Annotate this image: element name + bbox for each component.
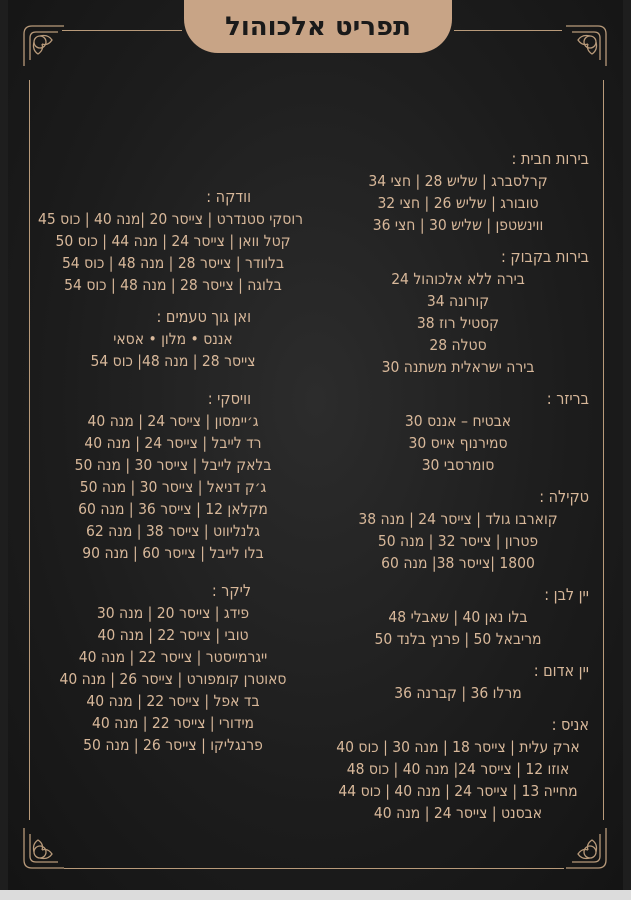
- frame-top-right: [454, 30, 562, 31]
- corner-ornament-top-left-icon: [18, 20, 70, 72]
- menu-item: קסטיל רוז 38: [416, 314, 500, 332]
- menu-item: בירה ישראלית משתנה 30: [381, 358, 535, 376]
- menu-item: מריבאל 50 | פרנץ בלנד 50: [374, 630, 542, 648]
- section-whisky: [43, 388, 303, 564]
- menu-item: ווינשטפן | שליש 30 | חצי 36: [372, 216, 544, 234]
- menu-item: קוארבו גולד | צייסר 24 | מנה 38: [358, 510, 558, 528]
- menu-item: בלו נאן 40 | שאבלי 48: [388, 608, 528, 626]
- section-header: בירות בקבוק :: [500, 247, 589, 266]
- section-van-gogh-flavors: [43, 306, 303, 372]
- frame-right: [603, 80, 604, 820]
- section-header: ואן גוך טעמים :: [156, 307, 251, 326]
- section-liqueur: [43, 580, 303, 756]
- menu-column-right: [323, 148, 593, 834]
- menu-item: פרנגליקו | צייסר 26 | מנה 50: [83, 736, 263, 754]
- menu-item: בלוגה | צייסר 28 | מנה 48 | כוס 54: [64, 276, 282, 294]
- section-anise: [323, 714, 593, 824]
- menu-item: רד לייבל | צייסר 24 | מנה 40: [84, 434, 262, 452]
- menu-item: סומרסבי 30: [421, 456, 495, 474]
- menu-item: ייגרמייסטר | צייסר 22 | מנה 40: [78, 648, 268, 666]
- section-bottled-beer: [323, 246, 593, 378]
- menu-item: קורונה 34: [426, 292, 490, 310]
- menu-item: פטרון | צייסר 32 | מנה 50: [377, 532, 539, 550]
- title-tab: [184, 0, 452, 53]
- section-header: וודקה :: [206, 187, 251, 206]
- menu-item: בלו לייבל | צייסר 60 | מנה 90: [82, 544, 264, 562]
- menu-item: בלוודר | צייסר 28 | מנה 48 | כוס 54: [61, 254, 285, 272]
- frame-top-left: [62, 30, 182, 31]
- section-header: בריזר :: [546, 389, 589, 408]
- menu-item: טובורג | שליש 26 | חצי 32: [377, 194, 539, 212]
- menu-item: סאוטרן קומפורט | צייסר 26 | מנה 40: [59, 670, 287, 688]
- menu-item: ג׳יימסון | צייסר 24 | מנה 40: [87, 412, 259, 430]
- section-header: טקילה :: [539, 487, 589, 506]
- section-red-wine: [323, 660, 593, 704]
- menu-item: מקלאן 12 | צייסר 36 | מנה 60: [78, 500, 268, 518]
- menu-item: מרלו 36 | קברנה 36: [394, 684, 522, 702]
- section-header: יין לבן :: [544, 585, 589, 604]
- page-bottom-edge: [0, 890, 631, 900]
- section-header: בירות חבית :: [511, 149, 589, 168]
- menu-item: ארק עלית | צייסר 18 | מנה 30 | כוס 40: [336, 738, 580, 756]
- menu-item: סטלה 28: [429, 336, 487, 354]
- menu-item: בד אפל | צייסר 22 | מנה 40: [86, 692, 260, 710]
- frame-left: [29, 80, 30, 820]
- menu-item: מידורי | צייסר 22 | מנה 40: [91, 714, 255, 732]
- menu-column-left: [38, 186, 303, 766]
- section-header: וויסקי :: [207, 389, 251, 408]
- section-header: אניס :: [551, 715, 589, 734]
- menu-item: אננס • מלון • אסאי: [113, 330, 233, 348]
- corner-ornament-bottom-left-icon: [18, 822, 70, 874]
- menu-item: קרלסברג | שליש 28 | חצי 34: [368, 172, 548, 190]
- section-tequila: [323, 486, 593, 574]
- menu-item: צייסר 28 | מנה 48| כוס 54: [90, 352, 256, 370]
- menu-item: אוזו 12 | צייסר 24| מנה 40 | כוס 48: [346, 760, 570, 778]
- page-title: תפריט אלכוהול: [225, 11, 411, 42]
- menu-item: גלנליווט | צייסר 38 | מנה 62: [85, 522, 260, 540]
- menu-item: סמירנוף אייס 30: [408, 434, 508, 452]
- corner-ornament-top-right-icon: [560, 20, 612, 72]
- menu-item: רוסקי סטנדרט | צייסר 20 |מנה 40 | כוס 45: [38, 210, 303, 228]
- menu-item: 1800 |צייסר 38| מנה 60: [381, 554, 535, 572]
- menu-item: בלאק לייבל | צייסר 30 | מנה 50: [74, 456, 272, 474]
- section-draft-beer: [323, 148, 593, 236]
- menu-item: אבסנט | צייסר 24 | מנה 40: [373, 804, 543, 822]
- menu-item: קטל וואן | צייסר 24 | מנה 44 | כוס 50: [55, 232, 291, 250]
- menu-item: פידג | צייסר 20 | מנה 30: [96, 604, 250, 622]
- section-white-wine: [323, 584, 593, 650]
- menu-item: אבטיח – אננס 30: [404, 412, 512, 430]
- menu-item: בירה ללא אלכוהול 24: [391, 270, 525, 288]
- section-vodka: [38, 186, 303, 296]
- section-breezer: [323, 388, 593, 476]
- section-header: יין אדום :: [533, 661, 589, 680]
- frame-bottom: [64, 868, 564, 869]
- menu-item: מחייה 13 | צייסר 24 | מנה 40 | כוס 44: [338, 782, 578, 800]
- menu-item: ג׳ק דניאל | צייסר 30 | מנה 50: [79, 478, 267, 496]
- menu-item: טובי | צייסר 22 | מנה 40: [97, 626, 249, 644]
- section-header: ליקר :: [211, 581, 251, 600]
